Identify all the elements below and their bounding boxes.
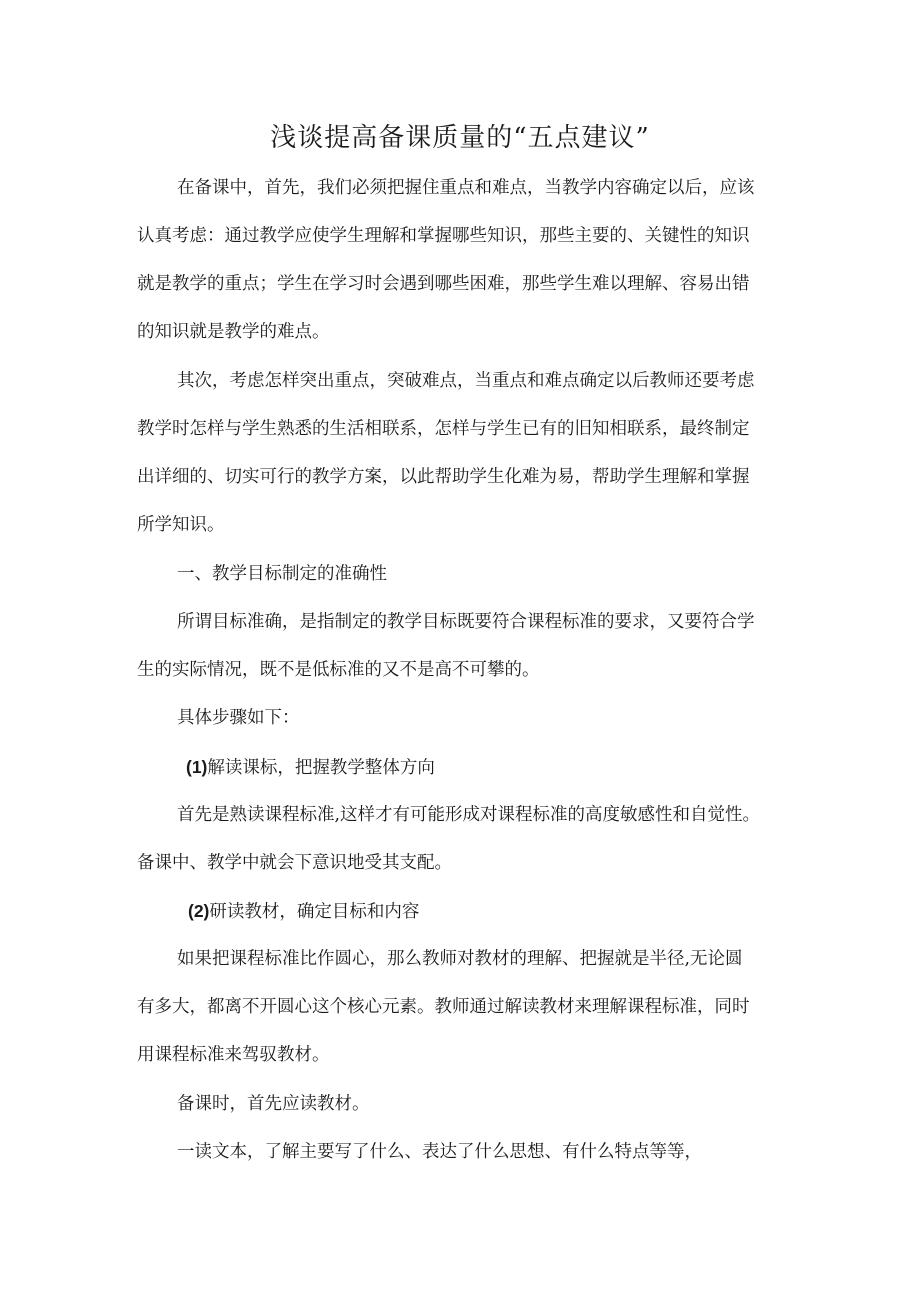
- paragraph-line: 备课时，首先应读教材。: [177, 1094, 370, 1114]
- paragraph-line: 如果把课程标准比作圆心，那么教师对教材的理解、把握就是半径,无论圆: [177, 949, 743, 969]
- paragraph-line: 用课程标准来驾驭教材。: [137, 1045, 330, 1065]
- paragraph-line: 教学时怎样与学生熟悉的生活相联系，怎样与学生已有的旧知相联系，最终制定: [137, 419, 750, 439]
- paragraph-line: 其次，考虑怎样突出重点，突破难点，当重点和难点确定以后教师还要考虑: [177, 371, 755, 391]
- step-heading-2: [188, 897, 419, 926]
- step-number: (1): [186, 757, 208, 777]
- paragraph-line: 认真考虑：通过教学应使学生理解和掌握哪些知识，那些主要的、关键性的知识: [137, 226, 750, 246]
- paragraph-line: 就是教学的重点；学生在学习时会遇到哪些困难，那些学生难以理解、容易出错: [137, 274, 750, 294]
- step-number: (2): [188, 901, 210, 921]
- paragraph-line: 所谓目标准确，是指制定的教学目标既要符合课程标准的要求，又要符合学: [177, 612, 755, 632]
- step-text: 解读课标，把握教学整体方向: [207, 758, 435, 778]
- paragraph-line: 所学知识。: [137, 515, 225, 535]
- paragraph-line: 有多大，都离不开圆心这个核心元素。教师通过解读教材来理解课程标准，同时: [137, 997, 750, 1017]
- paragraph-line: 备课中、教学中就会下意识地受其支配。: [137, 853, 452, 873]
- paragraph-line: 出详细的、切实可行的教学方案，以此帮助学生化难为易，帮助学生理解和掌握: [137, 467, 750, 487]
- paragraph-line: 首先是熟读课程标准,这样才有可能形成对课程标准的高度敏感性和自觉性。: [177, 805, 761, 825]
- step-text: 研读教材，确定目标和内容: [209, 902, 420, 922]
- paragraph-line: 具体步骤如下：: [177, 708, 300, 728]
- paragraph-line: 一读文本，了解主要写了什么、表达了什么思想、有什么特点等等，: [177, 1142, 702, 1162]
- paragraph-line: 生的实际情况，既不是低标准的又不是高不可攀的。: [137, 660, 540, 680]
- step-heading-1: [186, 753, 435, 782]
- section-heading: 一、教学目标制定的准确性: [177, 564, 387, 584]
- document-title: 浅谈提高备课质量的“五点建议”: [270, 123, 650, 153]
- paragraph-line: 的知识就是教学的难点。: [137, 322, 330, 342]
- paragraph-line: 在备课中，首先，我们必须把握住重点和难点，当教学内容确定以后，应该: [177, 178, 755, 198]
